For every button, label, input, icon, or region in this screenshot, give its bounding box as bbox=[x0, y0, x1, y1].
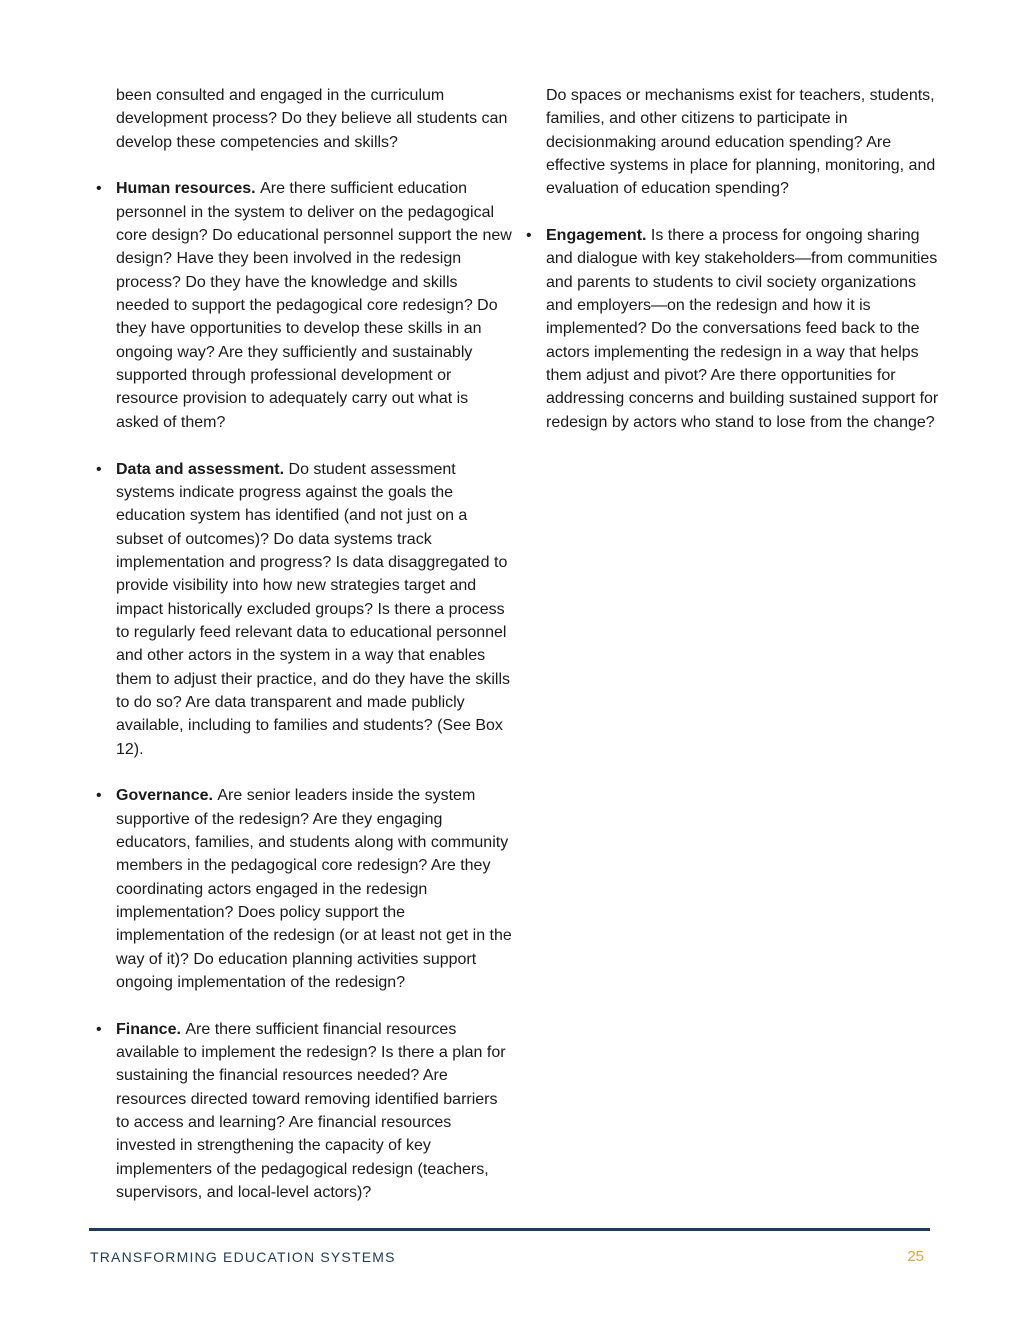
bullet-dot: • bbox=[526, 227, 532, 245]
bullet-governance bbox=[96, 784, 512, 994]
bullet-text: Are there sufficient financial resources available to implement the redesign? Is there a plan for sustaining the financial resources needed? Are resources directed toward removing identified barriers to access and learning? Are financial resources invested in strengthening the capacity of key implementers of the pedagogical redesign (teachers, supervisors, and local-level actors)? bbox=[116, 1020, 506, 1202]
bullet-text: Do student assessment systems indicate progress against the goals the education system has identified (and not just on a subset of outcomes)? Do data systems track implementation and progress? Is data disaggregated to provide visibility into how new strategies target and impact historically excluded groups? Is there a process to regularly feed relevant data to educational personnel and other actors in the system in a way that enables them to adjust their practice, and do they have the skills to do so? Are data transparent and made publicly available, including to families and students? (See Box 12). bbox=[116, 460, 510, 758]
bullet-lead: Finance. bbox=[116, 1020, 186, 1038]
continuation-text: Do spaces or mechanisms exist for teachers, students, families, and other citizens to participate in decisionmaking around education spending? Are effective systems in place for planning, monitoring, and evaluation of education spending? bbox=[546, 87, 936, 198]
bullet-engagement bbox=[526, 224, 940, 434]
bullet-lead: Governance. bbox=[116, 787, 218, 805]
continuation-text: been consulted and engaged in the curriculum development process? Do they believe all students can develop these competencies and skills? bbox=[116, 87, 508, 151]
bullet-dot: • bbox=[96, 460, 102, 478]
bullet-human-resources bbox=[96, 177, 512, 434]
bullet-finance bbox=[96, 1018, 512, 1205]
continuation-paragraph bbox=[526, 84, 940, 201]
bullet-lead: Human resources. bbox=[116, 180, 261, 198]
bullet-dot: • bbox=[96, 1020, 102, 1038]
continuation-paragraph bbox=[96, 84, 512, 154]
right-column bbox=[526, 84, 940, 458]
bullet-lead: Engagement. bbox=[546, 227, 651, 245]
page-number: 25 bbox=[907, 1248, 924, 1265]
bullet-text: Are there sufficient education personnel in the system to deliver on the pedagogical core design? Do educational personnel support the new design? Have they been involved in the redesign process? Do they have the knowledge and skills needed to support the pedagogical core redesign? Do they have opportunities to develop these skills in an ongoing way? Are they sufficiently and sustainably supported through professional development or resource provision to adequately carry out what is asked of them? bbox=[116, 180, 512, 431]
bullet-text: Is there a process for ongoing sharing and dialogue with key stakeholders—from communities and parents to students to civil society organizations and employers—on the redesign and how it is implemented? Do the conversations feed back to the actors implementing the redesign in a way that helps them adjust and pivot? Are there opportunities for addressing concerns and building sustained support for redesign by actors who stand to lose from the change? bbox=[546, 227, 939, 431]
left-column bbox=[96, 84, 512, 1228]
bullet-lead: Data and assessment. bbox=[116, 460, 289, 478]
footer-title: TRANSFORMING EDUCATION SYSTEMS bbox=[90, 1249, 396, 1265]
bullet-dot: • bbox=[96, 787, 102, 805]
footer-rule bbox=[89, 1228, 930, 1231]
bullet-text: Are senior leaders inside the system supportive of the redesign? Are they engaging educators, families, and students along with community members in the pedagogical core redesign? Are they coordinating actors engaged in the redesign implementation? Does policy support the implementation of the redesign (or at least not get in the way of it)? Do education planning activities support ongoing implementation of the redesign? bbox=[116, 787, 512, 992]
bullet-dot: • bbox=[96, 180, 102, 198]
bullet-data-and-assessment bbox=[96, 458, 512, 761]
